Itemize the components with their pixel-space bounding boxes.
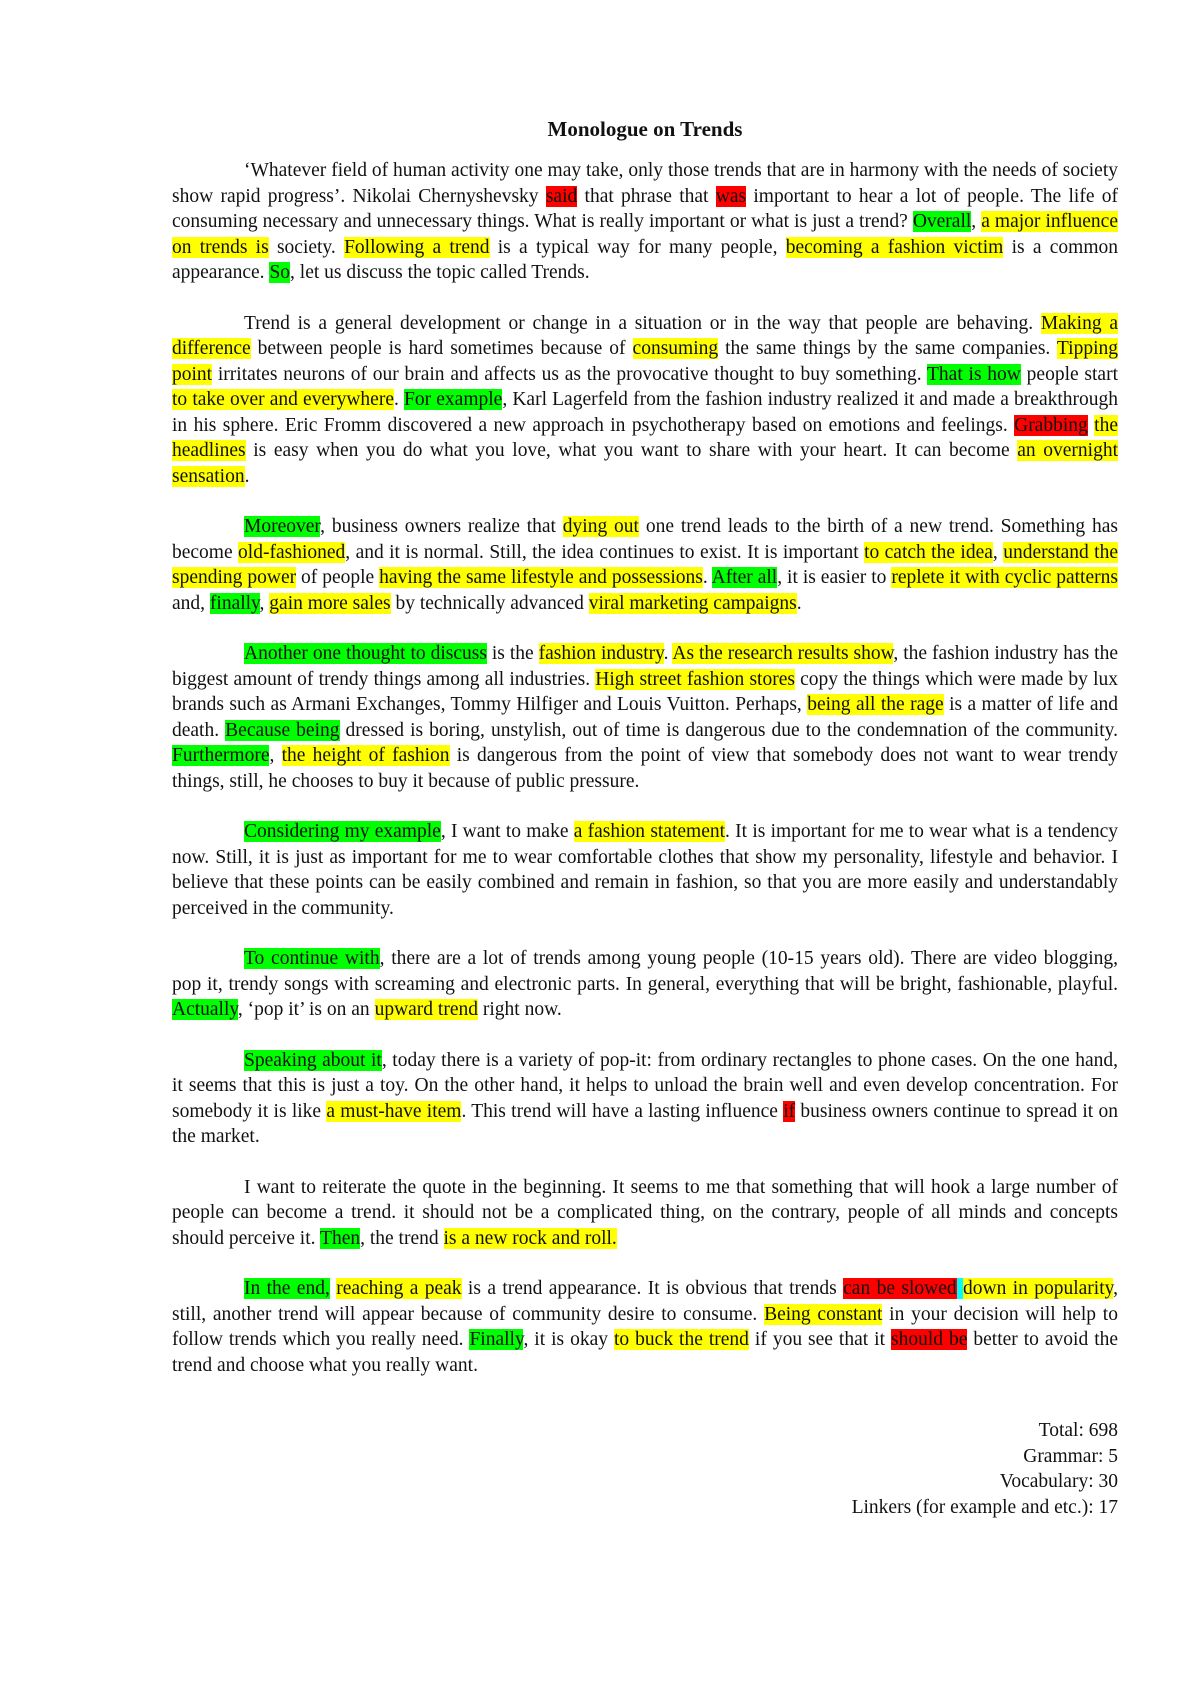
- text-run: , today there is a variety of pop-it: from ordinary rectangles to phone cases. On the one hand, it seems that this is just a toy. On the other hand, it helps to unload the brain well and even develop concentration. For somebody it is like: [172, 1049, 1118, 1122]
- text-run: .: [244, 465, 250, 487]
- highlighted-phrase: Making a difference: [172, 312, 1118, 359]
- highlighted-phrase: Tipping point: [172, 338, 1118, 385]
- highlighted-phrase: Overall: [912, 211, 972, 232]
- text-run: is a common appearance.: [172, 236, 1119, 283]
- highlighted-phrase: Another one thought to discuss: [244, 643, 487, 664]
- text-run: , ‘pop it’ is on an: [237, 999, 375, 1020]
- text-run: .: [394, 389, 405, 410]
- text-run: . It is important for me to wear what is a tendency now. Still, it is just as important for me to wear comfortable clothes that show my personality, lifestyle and behavior. I believe that these points can be easily combined and remain in fashion, so that you are more easily and understandably perceived in the community.: [172, 821, 1118, 919]
- text-run: that phrase that: [577, 185, 716, 207]
- text-run: between people is hard sometimes because of: [250, 338, 633, 359]
- paragraph: [172, 514, 1118, 616]
- text-run: , and it is normal. Still, the idea continues to exist. It is important: [345, 541, 865, 563]
- text-run: by technically advanced: [390, 592, 589, 614]
- text-run: important to hear a lot of people. The life of consuming necessary and unnecessary things. What is really important or what is just a trend?: [172, 185, 1119, 232]
- score-summary: [172, 1418, 1118, 1520]
- paragraph: [172, 641, 1118, 794]
- highlighted-phrase: the headlines: [172, 414, 1118, 461]
- highlighted-phrase: gain more sales: [269, 592, 391, 614]
- highlighted-phrase: a must-have item: [326, 1100, 462, 1122]
- text-run: right now.: [478, 999, 562, 1020]
- text-run: if you see that it: [748, 1329, 891, 1350]
- highlighted-phrase: Because being: [225, 719, 340, 741]
- highlighted-phrase: a fashion statement: [573, 821, 726, 842]
- highlighted-phrase: if: [783, 1100, 796, 1122]
- text-run: of people: [296, 567, 380, 588]
- highlighted-phrase: Furthermore: [172, 745, 270, 766]
- text-run: better to avoid the trend and choose what you really want.: [172, 1329, 1119, 1376]
- highlighted-phrase: reaching a peak: [336, 1278, 462, 1299]
- highlighted-phrase: to take over and everywhere: [172, 389, 394, 410]
- text-run: and,: [172, 592, 210, 614]
- highlighted-phrase: dying out: [562, 516, 639, 537]
- highlighted-phrase: To continue with: [244, 948, 380, 969]
- highlighted-phrase: viral marketing campaigns: [588, 592, 797, 614]
- highlighted-phrase: to buck the trend: [614, 1329, 749, 1350]
- text-run: is dangerous from the point of view that somebody does not want to wear trendy things, still, he chooses to buy it because of public pressure.: [172, 745, 1119, 792]
- text-run: , there are a lot of trends among young people (10-15 years old). There are video blogging, pop it, trendy songs with screaming and electronic parts. In general, everything that will be bright, fashionable, playful.: [172, 948, 1118, 995]
- highlighted-phrase: Considering my example: [244, 821, 441, 842]
- highlighted-phrase: Being constant: [764, 1303, 883, 1325]
- highlighted-phrase: finally: [209, 592, 260, 614]
- text-run: , the trend: [360, 1227, 444, 1249]
- highlighted-phrase: was: [715, 185, 747, 207]
- text-run: people start: [1020, 363, 1118, 385]
- text-run: is the: [486, 643, 539, 664]
- highlighted-phrase: Moreover: [244, 516, 321, 537]
- paragraph: [172, 946, 1118, 1023]
- highlighted-phrase: For example: [404, 389, 503, 410]
- highlighted-phrase: an overnight sensation: [172, 440, 1118, 487]
- highlighted-phrase: Finally: [469, 1329, 524, 1350]
- score-linkers: Linkers (for example and etc.): 17: [851, 1496, 1118, 1518]
- score-grammar: Grammar: 5: [1023, 1445, 1118, 1467]
- highlighted-phrase: In the end,: [244, 1278, 330, 1299]
- score-vocabulary: Vocabulary: 30: [999, 1471, 1118, 1492]
- score-total: Total: 698: [1038, 1420, 1118, 1441]
- text-run: one trend leads to the birth of a new trend. Something has become: [172, 516, 1118, 563]
- highlighted-phrase: As the research results show: [672, 643, 894, 664]
- text-run: society.: [268, 236, 345, 258]
- text-run: .: [663, 643, 673, 664]
- highlighted-phrase: having the same lifestyle and possessions: [379, 567, 703, 588]
- paragraph: [172, 1175, 1118, 1252]
- highlighted-phrase: should be: [890, 1329, 968, 1350]
- text-run: dressed is boring, unstylish, out of time is dangerous due to the condemnation of the community.: [339, 719, 1118, 741]
- text-run: business owners continue to spread it on the market.: [172, 1100, 1118, 1147]
- text-run: the same things by the same companies.: [718, 338, 1057, 359]
- text-run: is a typical way for many people,: [489, 236, 786, 258]
- text-run: I want to reiterate the quote in the beginning. It seems to me that something that will hook a large number of people can become a trend. it should not be a complicated thing, on the contrary, people of all minds and concepts should perceive it.: [172, 1176, 1118, 1249]
- highlighted-phrase: Then: [320, 1227, 361, 1249]
- highlighted-phrase: old-fashioned: [238, 541, 346, 563]
- text-run: , Karl Lagerfeld from the fashion industry realized it and made a breakthrough in his sphere. Eric Fromm discovered a new approach in psychotherapy based on emotions and feelings.: [172, 389, 1119, 436]
- text-run: copy the things which were made by lux brands such as Armani Exchanges, Tommy Hilfiger and Louis Vuitton. Perhaps,: [172, 668, 1118, 715]
- highlighted-phrase: consuming: [632, 338, 719, 359]
- highlighted-phrase: That is how: [927, 363, 1021, 385]
- text-run: Trend is a general development or change in a situation or in the way that people are behaving.: [244, 312, 1041, 334]
- highlighted-phrase: High street fashion stores: [595, 668, 795, 690]
- document-title: Monologue on Trends: [547, 117, 743, 141]
- paragraph: [172, 1048, 1118, 1150]
- highlighted-phrase: the height of fashion: [281, 745, 450, 766]
- text-run: , let us discuss the topic called Trends.: [290, 262, 590, 283]
- text-run: .: [702, 567, 712, 588]
- text-run: , business owners realize that: [320, 516, 563, 537]
- text-run: is a matter of life and death.: [172, 694, 1118, 741]
- text-run: , the fashion industry has the biggest amount of trendy things among all industries.: [172, 643, 1118, 690]
- highlighted-phrase: a major influence on trends is: [172, 211, 1118, 258]
- text-run: .: [796, 592, 802, 614]
- text-run: . This trend will have a lasting influence: [461, 1100, 784, 1122]
- highlighted-phrase: upward trend: [374, 999, 478, 1020]
- text-run: ,: [971, 211, 982, 232]
- highlighted-phrase: Speaking about it: [244, 1049, 382, 1071]
- highlighted-phrase: So: [269, 262, 291, 283]
- highlighted-phrase: to catch the idea: [864, 541, 993, 563]
- highlighted-phrase: understand the spending power: [172, 541, 1118, 588]
- text-run: , I want to make: [440, 821, 574, 842]
- paragraph: [172, 311, 1118, 490]
- highlighted-phrase: can be slowed: [843, 1278, 957, 1299]
- highlighted-phrase: Following a trend: [344, 236, 490, 258]
- text-run: , it is okay: [523, 1329, 615, 1350]
- paragraph: [172, 158, 1118, 286]
- document-body: [172, 158, 1118, 1378]
- highlighted-phrase: being all the rage: [807, 694, 944, 715]
- document-page: [172, 112, 1118, 1520]
- text-run: irritates neurons of our brain and affects us as the provocative thought to buy something.: [212, 363, 928, 385]
- highlighted-phrase: fashion industry: [538, 643, 664, 664]
- text-run: ,: [269, 745, 282, 766]
- text-run: is a trend appearance. It is obvious that trends: [461, 1278, 844, 1299]
- highlighted-phrase: becoming a fashion victim: [785, 236, 1004, 258]
- highlighted-phrase: After all: [711, 567, 778, 588]
- highlighted-phrase: down in popularity: [962, 1278, 1114, 1299]
- text-run: , still, another trend will appear because of community desire to consume.: [172, 1278, 1118, 1325]
- text-run: ,: [259, 592, 270, 614]
- text-run: ,: [992, 541, 1004, 563]
- paragraph: [172, 1276, 1118, 1378]
- text-run: ‘Whatever field of human activity one may take, only those trends that are in harmony with the needs of society show rapid progress’. Nikolai Chernyshevsky: [172, 160, 1118, 207]
- text-run: is easy when you do what you love, what you want to share with your heart. It can become: [245, 440, 1018, 461]
- highlighted-phrase: is a new rock and roll.: [443, 1227, 617, 1249]
- highlighted-phrase: Grabbing: [1014, 414, 1088, 436]
- text-run: in your decision will help to follow trends which you really need.: [172, 1303, 1118, 1350]
- paragraph: [172, 819, 1118, 921]
- highlighted-phrase: said: [545, 185, 578, 207]
- highlighted-phrase: replete it with cyclic patterns: [891, 567, 1118, 588]
- highlighted-phrase: Actually: [172, 999, 238, 1020]
- text-run: , it is easier to: [777, 567, 892, 588]
